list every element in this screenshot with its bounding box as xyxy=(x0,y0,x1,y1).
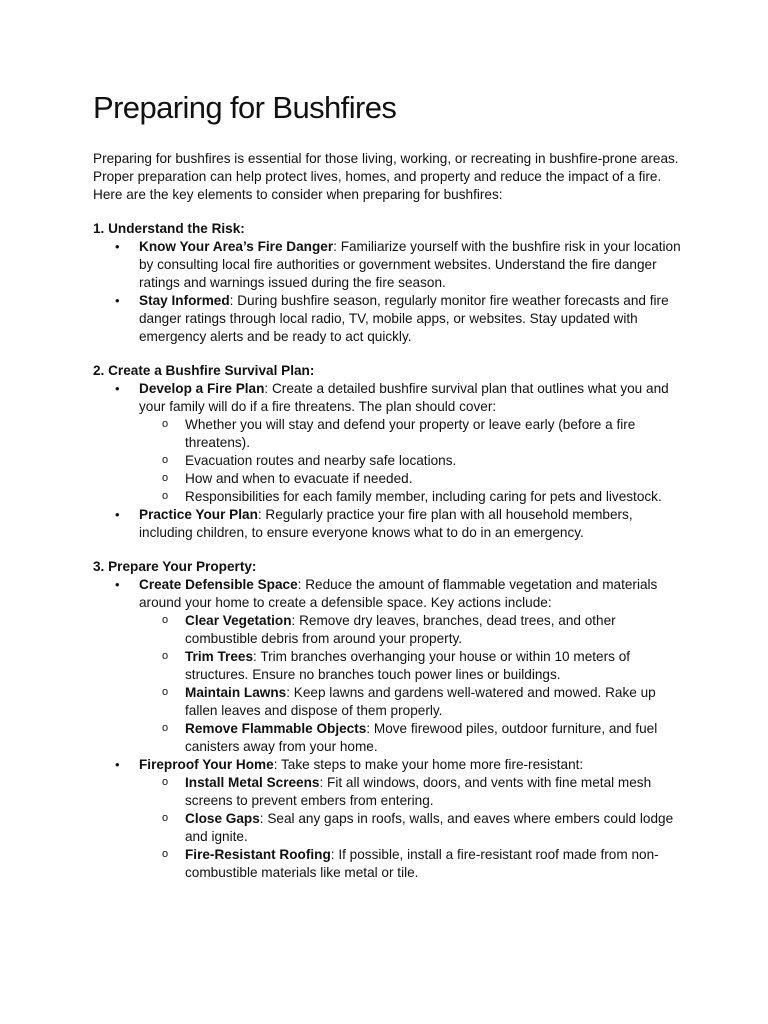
item-text: : Take steps to make your home more fire-resistant: xyxy=(273,757,584,772)
item-term: Fireproof Your Home xyxy=(139,757,274,772)
sub-list xyxy=(139,774,684,882)
sub-list-item: o Whether you will stay and defend your property or leave early (before a fire threatens). xyxy=(139,416,684,452)
sub-list-item: o Maintain Lawns: Keep lawns and gardens well-watered and mowed. Rake up fallen leaves and dispose of them properly. xyxy=(139,684,684,720)
list-item xyxy=(93,380,684,506)
section-survival-plan xyxy=(93,362,684,542)
sub-list xyxy=(139,416,684,506)
item-term: Stay Informed xyxy=(139,293,230,308)
sub-list-item: o Clear Vegetation: Remove dry leaves, branches, dead trees, and other combustible debris from around your property. xyxy=(139,612,684,648)
section-title: 1. Understand the Risk: xyxy=(93,221,245,236)
sub-list-item: o Remove Flammable Objects: Move firewood piles, outdoor furniture, and fuel canisters away from your home. xyxy=(139,720,684,756)
section-title: 3. Prepare Your Property: xyxy=(93,559,257,574)
item-term: Practice Your Plan xyxy=(139,507,258,522)
sub-list-item: o Fire-Resistant Roofing: If possible, install a fire-resistant roof made from non-combustible materials like metal or tile. xyxy=(139,846,684,882)
list-item xyxy=(93,576,684,756)
item-text: : Familiarize yourself with the bushfire risk in your location by consulting local fire authorities or government websites. Understand the fire danger ratings and warnings issued during the fire season. xyxy=(139,239,681,290)
sub-list-item: o Close Gaps: Seal any gaps in roofs, walls, and eaves where embers could lodge and ignite. xyxy=(139,810,684,846)
section-understand-risk xyxy=(93,220,684,346)
section-title: 2. Create a Bushfire Survival Plan: xyxy=(93,363,315,378)
item-term: Develop a Fire Plan xyxy=(139,381,265,396)
sub-list-item: o Evacuation routes and nearby safe locations. xyxy=(139,452,684,470)
bullet-list xyxy=(93,380,684,542)
sub-list xyxy=(139,612,684,756)
sub-list-item: o How and when to evacuate if needed. xyxy=(139,470,684,488)
intro-paragraph: Preparing for bushfires is essential for those living, working, or recreating in bushfire-prone areas. Proper preparation can help protect lives, homes, and property and reduce the impact of a fire. Here are the key elements to consider when preparing for bushfires: xyxy=(93,151,679,202)
list-item xyxy=(93,292,684,346)
item-text: : During bushfire season, regularly monitor fire weather forecasts and fire danger ratings through local radio, TV, mobile apps, or websites. Stay updated with emergency alerts and be ready to act quickly. xyxy=(139,293,669,344)
list-item xyxy=(93,756,684,882)
bullet-list xyxy=(93,238,684,346)
section-prepare-property xyxy=(93,558,684,882)
list-item xyxy=(93,238,684,292)
sub-list-item: o Trim Trees: Trim branches overhanging your house or within 10 meters of structures. Ensure no branches touch power lines or buildings. xyxy=(139,648,684,684)
bullet-list xyxy=(93,576,684,882)
item-text: : Create a detailed bushfire survival plan that outlines what you and your family will do if a fire threatens. The plan should cover: xyxy=(139,381,669,414)
item-term: Know Your Area’s Fire Danger xyxy=(139,239,334,254)
sub-list-item: o Responsibilities for each family member, including caring for pets and livestock. xyxy=(139,488,684,506)
sub-list-item: o Install Metal Screens: Fit all windows, doors, and vents with fine metal mesh screens to prevent embers from entering. xyxy=(139,774,684,810)
item-term: Create Defensible Space xyxy=(139,577,298,592)
item-text: : Regularly practice your fire plan with all household members, including children, to ensure everyone knows what to do in an emergency. xyxy=(139,507,633,540)
item-text: : Reduce the amount of flammable vegetation and materials around your home to create a defensible space. Key actions include: xyxy=(139,577,658,610)
list-item xyxy=(93,506,684,542)
document-title: Preparing for Bushfires xyxy=(93,90,397,125)
